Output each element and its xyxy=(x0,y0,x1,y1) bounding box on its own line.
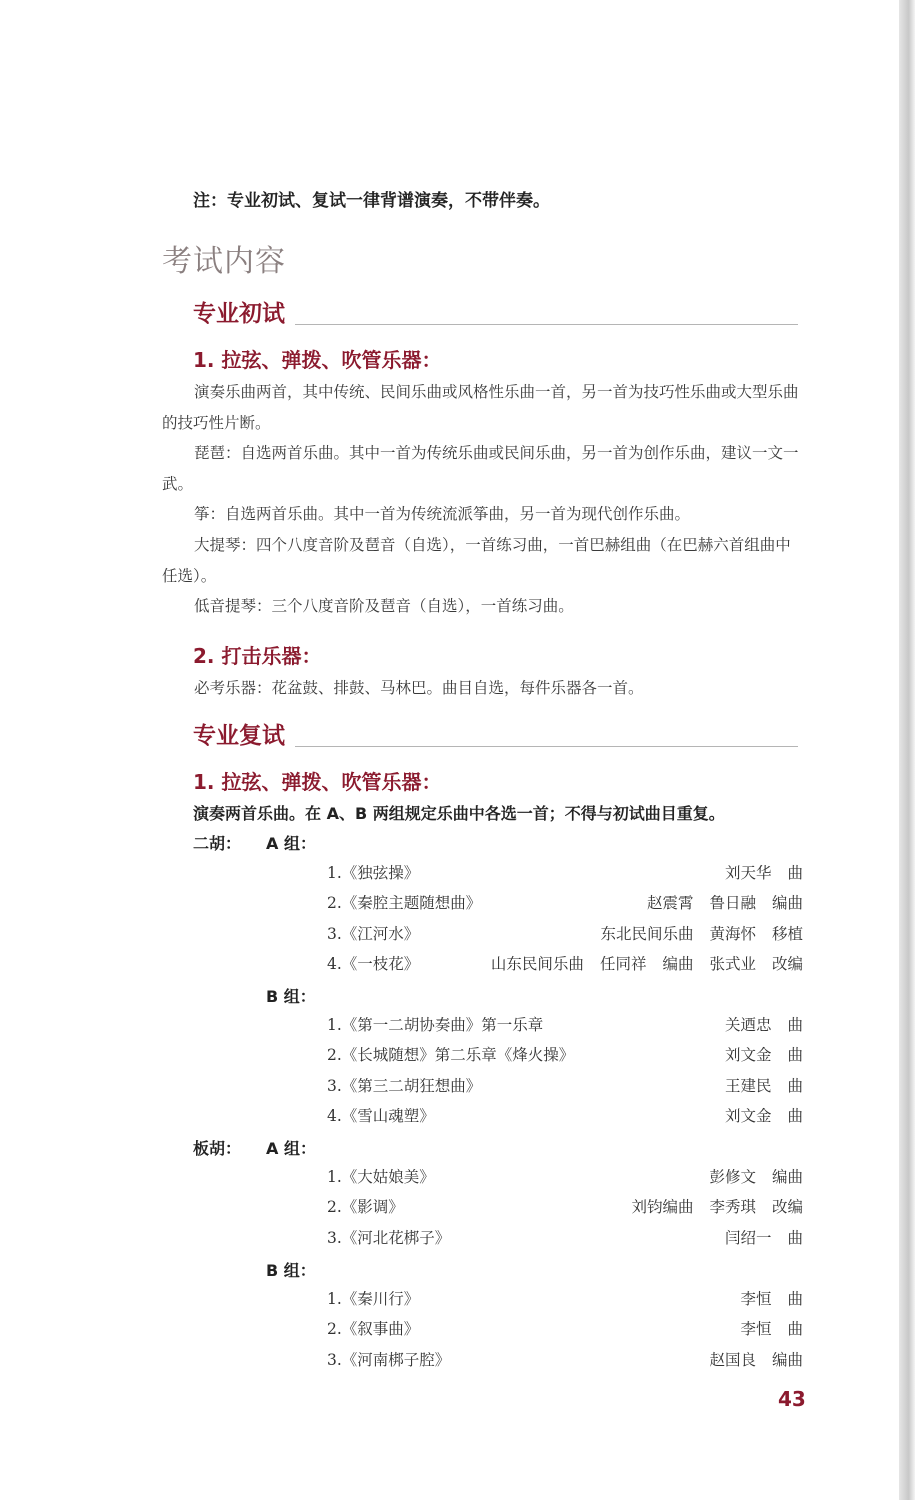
repertoire-row xyxy=(327,1195,803,1219)
piece-credit: 刘天华 曲 xyxy=(724,864,803,882)
section-title: 考试内容 xyxy=(162,244,286,279)
piece-credit: 王建民 曲 xyxy=(724,1077,803,1095)
initial-paragraph-cello: 大提琴：四个八度音阶及琶音（自选），一首练习曲，一首巴赫组曲（在巴赫六首组曲中任选）。 xyxy=(162,536,791,585)
piece-credit: 赵震霄 鲁日融 编曲 xyxy=(646,894,803,912)
group-label-erhu-a: A 组： xyxy=(266,834,316,853)
repertoire-row xyxy=(327,1043,803,1067)
piece-credit: 刘文金 曲 xyxy=(724,1107,803,1125)
instrument-label-banhu: 板胡： xyxy=(193,1139,242,1158)
piece-credit: 彭修文 编曲 xyxy=(709,1168,803,1186)
repertoire-row xyxy=(327,1226,803,1250)
retest-heading-text: 专业复试 xyxy=(193,723,285,749)
initial-part1-heading: 1. 拉弦、弹拨、吹管乐器： xyxy=(193,348,442,372)
piece-title: 1.《独弦操》 xyxy=(327,864,420,882)
repertoire-row xyxy=(327,1104,803,1128)
piece-credit: 闫绍一 曲 xyxy=(724,1229,803,1247)
piece-title: 2.《影调》 xyxy=(327,1198,404,1216)
group-label-banhu-a: A 组： xyxy=(266,1139,316,1158)
piece-title: 3.《河南梆子腔》 xyxy=(327,1351,451,1369)
heading-rule xyxy=(295,324,798,325)
note-line: 注：专业初试、复试一律背谱演奏，不带伴奏。 xyxy=(193,191,550,211)
piece-title: 4.《雪山魂塑》 xyxy=(327,1107,435,1125)
piece-title: 3.《江河水》 xyxy=(327,925,420,943)
retest-part1-heading: 1. 拉弦、弹拨、吹管乐器： xyxy=(193,770,442,794)
group-label-banhu-b: B 组： xyxy=(266,1261,316,1280)
repertoire-row xyxy=(327,891,803,915)
piece-credit: 东北民间乐曲 黄海怀 移植 xyxy=(600,925,803,943)
piece-title: 1.《大姑娘美》 xyxy=(327,1168,435,1186)
piece-credit: 刘文金 曲 xyxy=(724,1046,803,1064)
piece-credit: 李恒 曲 xyxy=(740,1320,803,1338)
repertoire-row xyxy=(327,1287,803,1311)
repertoire-row xyxy=(327,952,803,976)
repertoire-row xyxy=(327,861,803,885)
retest-heading xyxy=(193,720,798,750)
piece-title: 2.《秦腔主题随想曲》 xyxy=(327,894,482,912)
initial-paragraph-pipa: 琵琶：自选两首乐曲。其中一首为传统乐曲或民间乐曲，另一首为创作乐曲，建议一文一武。 xyxy=(162,444,799,493)
page-number: 43 xyxy=(778,1387,806,1411)
initial-paragraph-general: 演奏乐曲两首，其中传统、民间乐曲或风格性乐曲一首，另一首为技巧性乐曲或大型乐曲的技巧性片断。 xyxy=(162,383,799,432)
piece-title: 2.《叙事曲》 xyxy=(327,1320,420,1338)
initial-paragraph-zheng: 筝：自选两首乐曲。其中一首为传统流派筝曲，另一首为现代创作乐曲。 xyxy=(194,505,691,523)
repertoire-row xyxy=(327,1317,803,1341)
repertoire-row xyxy=(327,1074,803,1098)
piece-title: 4.《一枝花》 xyxy=(327,955,420,973)
piece-credit: 刘钧编曲 李秀琪 改编 xyxy=(631,1198,803,1216)
group-label-erhu-b: B 组： xyxy=(266,987,316,1006)
initial-exam-heading-text: 专业初试 xyxy=(193,301,285,327)
initial-paragraph-percussion: 必考乐器：花盆鼓、排鼓、马林巴。曲目自选，每件乐器各一首。 xyxy=(194,679,644,697)
piece-title: 1.《秦川行》 xyxy=(327,1290,420,1308)
piece-title: 3.《第三二胡狂想曲》 xyxy=(327,1077,482,1095)
piece-title: 2.《长城随想》第二乐章《烽火操》 xyxy=(327,1046,575,1064)
repertoire-row xyxy=(327,922,803,946)
page-edge-shadow xyxy=(899,0,915,1500)
piece-credit: 李恒 曲 xyxy=(740,1290,803,1308)
piece-credit: 赵国良 编曲 xyxy=(709,1351,803,1369)
initial-part2-heading: 2. 打击乐器： xyxy=(193,644,322,668)
repertoire-row xyxy=(327,1348,803,1372)
piece-title: 3.《河北花梆子》 xyxy=(327,1229,451,1247)
repertoire-row xyxy=(327,1165,803,1189)
instrument-label-erhu: 二胡： xyxy=(193,834,242,853)
initial-paragraph-bass: 低音提琴：三个八度音阶及琶音（自选），一首练习曲。 xyxy=(194,597,574,615)
piece-credit: 关迺忠 曲 xyxy=(724,1016,803,1034)
initial-exam-heading xyxy=(193,298,798,328)
retest-instruction: 演奏两首乐曲。在 A、B 两组规定乐曲中各选一首；不得与初试曲目重复。 xyxy=(193,804,725,823)
repertoire-row xyxy=(327,1013,803,1037)
piece-credit: 山东民间乐曲 任同祥 编曲 张式业 改编 xyxy=(490,955,803,973)
piece-title: 1.《第一二胡协奏曲》第一乐章 xyxy=(327,1016,544,1034)
heading-rule xyxy=(295,746,798,747)
